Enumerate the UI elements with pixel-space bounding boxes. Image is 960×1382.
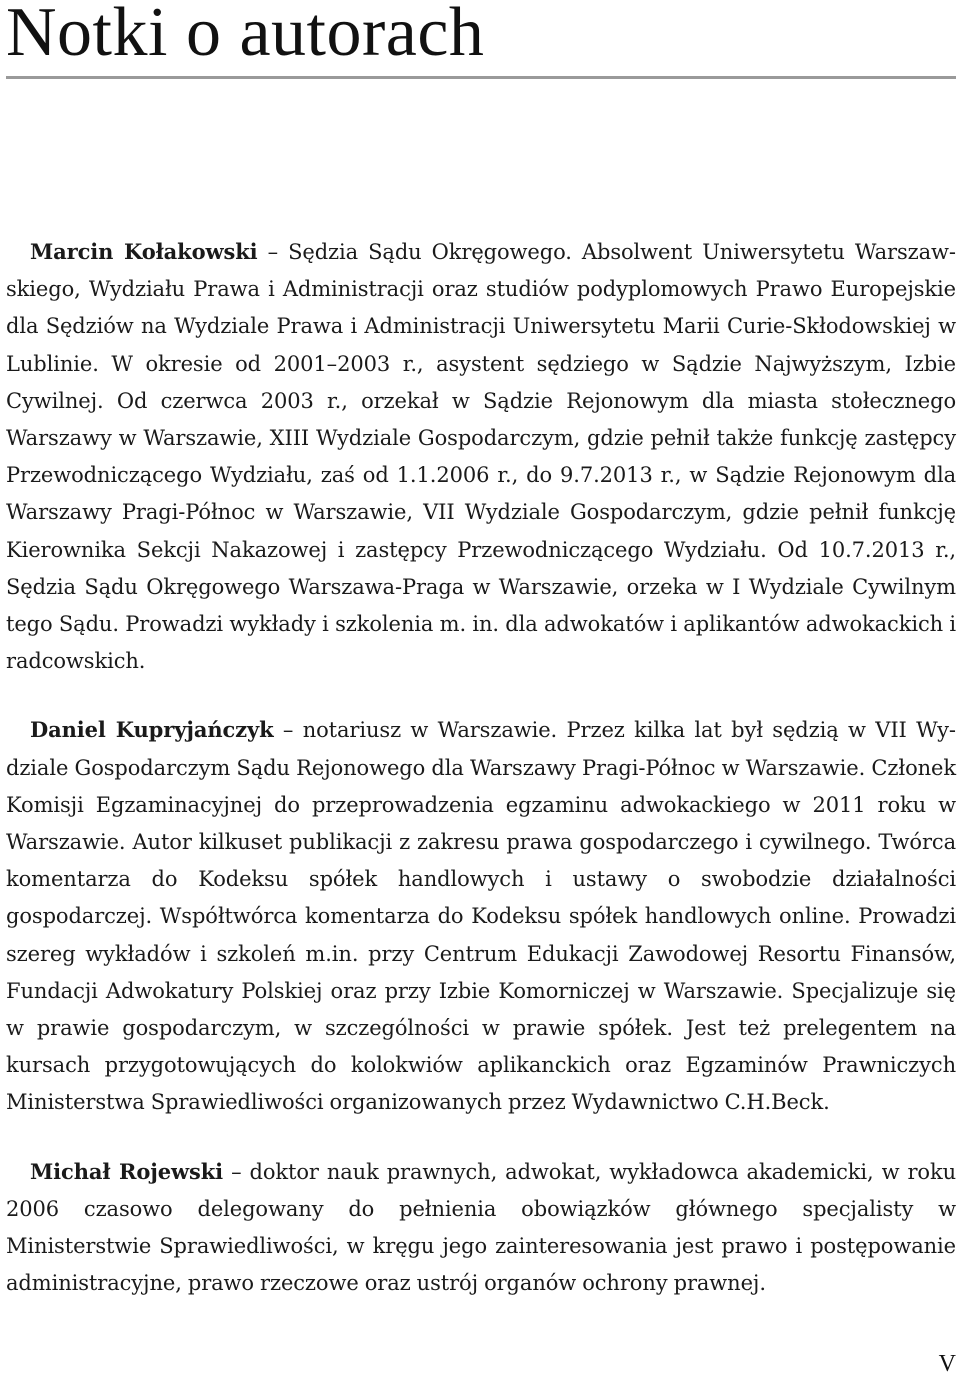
author-entry-kolakowski: [6, 233, 956, 680]
author-name: Marcin Kołakowski: [30, 239, 258, 264]
author-notes: [6, 233, 956, 1302]
title-divider: [6, 76, 956, 79]
author-name: Michał Rojewski: [30, 1158, 224, 1184]
author-entry-rojewski: [6, 1153, 956, 1303]
author-bio: – doktor nauk prawnych, adwokat, wykładowca akademicki, w roku 2006 czasowo delegowany do pełnienia obowiązków głównego specjalisty w Ministerstwie Sprawiedliwości, w kręgu jego zainteresowania jest prawo i postępowanie administracyjne, prawo rzeczowe oraz ustrój organów ochrony prawnej.: [6, 1159, 957, 1296]
page-title: Notki o autorach: [6, 0, 485, 71]
page-number: V: [938, 1351, 956, 1377]
author-bio: – Sędzia Sądu Okręgowego. Absolwent Uniwersytetu Warszawskiego, Wydziału Prawa i Administracji oraz studiów podyplomowych Prawo Europejskie dla Sędziów na Wydziale Prawa i Administracji Uniwersytetu Marii Curie-Skłodowskiej w Lublinie. W okresie od 2001–2003 r., asystent sędziego w Sądzie Najwyższym, Izbie Cywilnej. Od czerwca 2003 r., orzekał w Sądzie Rejonowym dla miasta stołecznego Warszawy w Warszawie, XIII Wydziale Gospodarczym, gdzie pełnił także funkcję zastępcy Przewodniczącego Wydziału, zaś od 1.1.2006 r., do 9.7.2013 r., w Sądzie Rejonowym dla Warszawy Pragi-Północ w Warszawie, VII Wydziale Gospodarczym, gdzie pełnił funkcję Kierownika Sekcji Nakazowej i zastępcy Przewodniczącego Wydziału. Od 10.7.2013 r., Sędzia Sądu Okręgowego Warszawa-Praga w Warszawie, orzeka w I Wydziale Cywilnym tego Sądu. Prowadzi wykłady i szkolenia m. in. dla adwokatów i aplikantów adwokackich i radcowskich.: [6, 240, 956, 674]
author-entry-kupryjanczyk: [6, 711, 956, 1121]
author-bio: – notariusz w Warszawie. Przez kilka lat był sędzią w VII Wydziale Gospodarczym Sądu Rejonowego dla Warszawy Pragi-Północ w Warszawie. Członek Komisji Egzaminacyjnej do przeprowadzenia egzaminu adwokackiego w 2011 roku w Warszawie. Autor kilkuset publikacji z zakresu prawa gospodarczego i cywilnego. Twórca komentarza do Kodeksu spółek handlowych i ustawy o swobodzie działalności gospodarczej. Współtwórca komentarza do Kodeksu spółek handlowych online. Prowadzi szereg wykładów i szkoleń m.in. przy Centrum Edukacji Zawodowej Resortu Finansów, Fundacji Adwokatury Polskiej oraz przy Izbie Komorniczej w Warszawie. Specjalizuje się w prawie gospodarczym, w szczególności w prawie spółek. Jest też prelegentem na kursach przygotowujących do kolokwiów aplikanckich oraz Egzaminów Prawniczych Ministerstwa Sprawiedliwości organizowanych przez Wydawnictwo C.H.Beck.: [6, 718, 956, 1115]
author-name: Daniel Kupryjańczyk: [30, 717, 274, 743]
